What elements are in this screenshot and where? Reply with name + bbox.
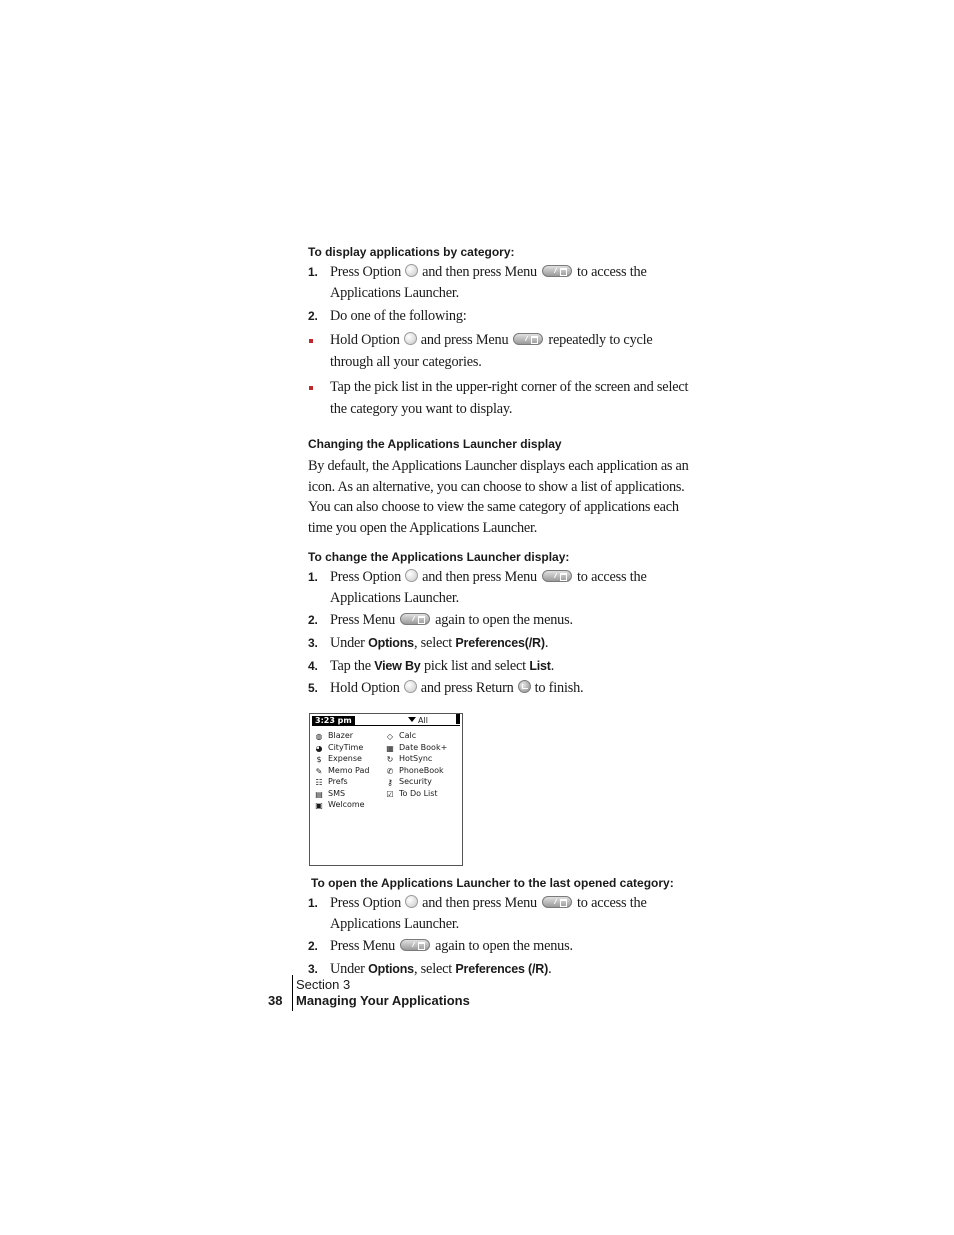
launcher-title-bar (312, 716, 460, 726)
app-item-calc: ◇ Calc (386, 731, 417, 741)
app-list-left (315, 730, 370, 811)
footer-chapter-title: Managing Your Applications (296, 993, 470, 1008)
option-button-icon (405, 264, 418, 277)
app-item-hotsync: ↻ HotSync (386, 754, 433, 764)
menu-button-icon (542, 570, 572, 582)
page-content (308, 232, 690, 980)
section-heading: To display applications by category: (308, 245, 515, 259)
app-item-expense: $ Expense (316, 754, 362, 764)
return-button-icon (518, 680, 531, 693)
app-list-right (386, 730, 447, 799)
welcome-icon: ▣ (315, 801, 323, 810)
app-item-memo-pad: ✎ Memo Pad (315, 765, 370, 776)
app-item-phonebook: ✆ PhoneBook (386, 765, 444, 776)
sms-icon: ▤ (315, 789, 323, 799)
option-button-icon (404, 332, 417, 345)
menu-button-icon (542, 265, 572, 277)
step-2: 2. Do one of the following: (308, 308, 467, 324)
option-button-icon (405, 569, 418, 582)
bullet-square-icon (309, 339, 313, 343)
checkbox-icon: ☑ (386, 789, 394, 799)
app-item-to-do-list: ☑ To Do List (386, 788, 438, 799)
option-button-icon (404, 680, 417, 693)
page-number: 38 (268, 993, 283, 1008)
hotsync-icon: ↻ (386, 755, 394, 764)
step-1: 1. Press Option and then press Menu to access the Applications Launcher. (308, 569, 647, 606)
prefs-icon: ☷ (315, 778, 323, 787)
footer-divider (292, 975, 293, 1011)
memo-icon: ✎ (315, 766, 323, 776)
section-heading: To open the Applications Launcher to the last opened category: (311, 876, 674, 890)
phone-icon: ✆ (386, 766, 394, 776)
key-icon: ⚷ (387, 778, 393, 787)
footer-section-label: Section 3 (296, 977, 351, 992)
battery-icon (456, 714, 460, 724)
category-pick-list: All (408, 715, 428, 726)
applications-launcher-screenshot (309, 713, 463, 866)
menu-button-icon (542, 896, 572, 908)
step-4: 4. Tap the View By pick list and select List. (308, 658, 555, 674)
step-3: 3. Under Options, select Preferences (/R). (308, 961, 552, 977)
option-button-icon (405, 895, 418, 908)
menu-button-icon (513, 333, 543, 345)
app-item-citytime: ◕ CityTime (315, 742, 364, 753)
app-item-security: ⚷ Security (387, 777, 432, 787)
step-5: 5. Hold Option and press Return to finish. (308, 680, 584, 696)
paragraph: By default, the Applications Launcher displays each application as an icon. As an alternative, you can choose to show a list of applications. You can also choose to view the same category of applications each time you open the Applications Launcher. (308, 458, 689, 536)
bullet-square-icon (309, 386, 313, 390)
menu-button-icon (400, 939, 430, 951)
app-item-date-book: ▦ Date Book+ (386, 742, 448, 753)
expense-icon: $ (316, 755, 322, 764)
step-1: 1. Press Option and then press Menu to access the Applications Launcher. (308, 264, 647, 301)
bullet-1: Hold Option and press Menu repeatedly to cycle through all your categories. (308, 329, 690, 373)
globe-icon: ◍ (315, 732, 323, 741)
bullet-2: Tap the pick list in the upper-right corner of the screen and select the category you want to display. (308, 376, 690, 420)
section-heading: To change the Applications Launcher display: (308, 550, 570, 564)
step-2: 2. Press Menu again to open the menus. (308, 612, 573, 628)
step-1: 1. Press Option and then press Menu to access the Applications Launcher. (308, 895, 647, 932)
calc-icon: ◇ (386, 732, 394, 741)
app-item-welcome: ▣ Welcome (315, 800, 365, 810)
clock-display: 3:23 pm (312, 716, 355, 726)
app-item-blazer: ◍ Blazer (315, 731, 354, 741)
step-2: 2. Press Menu again to open the menus. (308, 938, 573, 954)
app-item-sms: ▤ SMS (315, 788, 346, 799)
datebook-icon: ▦ (386, 743, 394, 753)
step-3: 3. Under Options, select Preferences(/R). (308, 635, 549, 651)
section-heading: Changing the Applications Launcher display (308, 437, 562, 451)
menu-button-icon (400, 613, 430, 625)
world-clock-icon: ◕ (315, 743, 323, 753)
app-item-prefs: ☷ Prefs (315, 777, 348, 787)
